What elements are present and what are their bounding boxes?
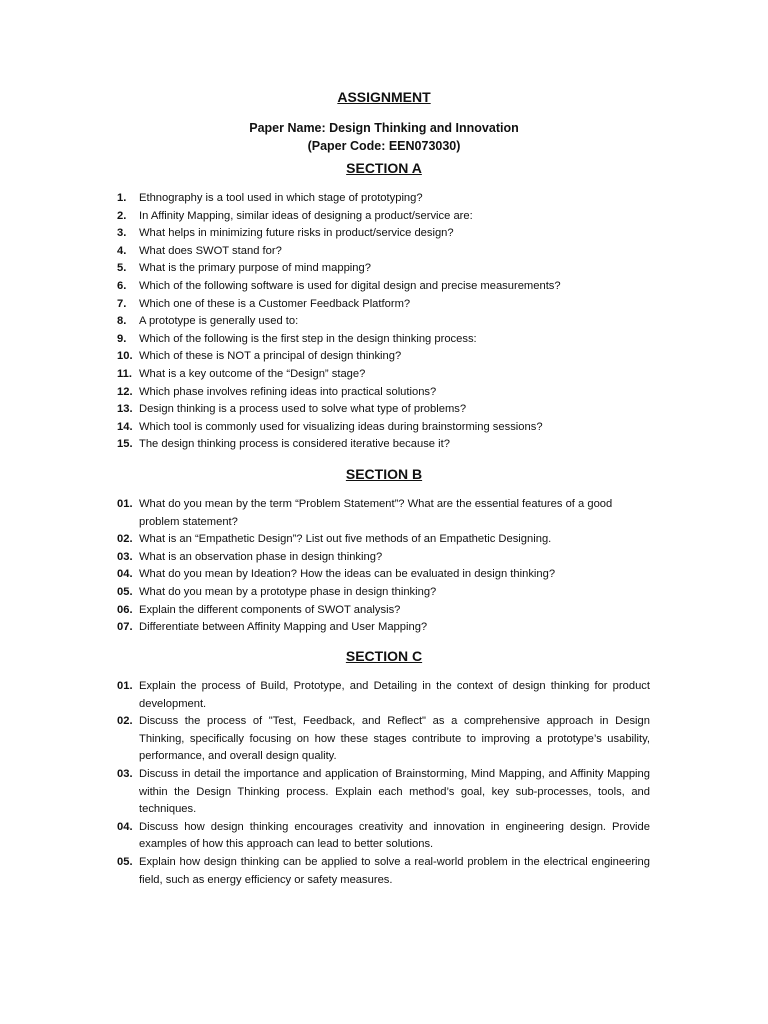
page-title: ASSIGNMENT <box>337 89 431 105</box>
section-b-questions <box>117 496 650 637</box>
question-number: 01. <box>117 680 133 692</box>
question-text: Explain how design thinking can be applied to solve a real-world problem in the electrical engineering field, such as energy efficiency or safety measures. <box>139 855 650 886</box>
list-item <box>117 260 650 278</box>
list-item <box>117 190 650 208</box>
question-number: 05. <box>117 585 133 598</box>
question-number: 10. <box>117 350 133 363</box>
list-item <box>117 296 650 314</box>
list-item <box>117 208 650 226</box>
question-number: 02. <box>117 715 133 728</box>
list-item <box>117 401 650 419</box>
question-number: 03. <box>117 767 133 780</box>
list-item <box>117 566 650 584</box>
question-text: Design thinking is a process used to solve what type of problems? <box>139 403 467 416</box>
question-number: 13. <box>117 403 133 416</box>
question-text: Differentiate between Affinity Mapping and User Mapping? <box>139 621 428 634</box>
question-number: 15. <box>117 438 133 451</box>
question-text: Discuss the process of "Test, Feedback, and Reflect" as a comprehensive approach in Design Thinking, specifically focusing on how these stages contribute to improving a prototype’s usability, performance, and overall design quality. <box>139 715 650 763</box>
question-number: 07. <box>117 621 133 634</box>
question-number: 12. <box>117 385 133 398</box>
list-item <box>117 496 650 531</box>
list-item <box>117 713 650 766</box>
list-item <box>117 419 650 437</box>
question-number: 5. <box>117 262 127 275</box>
list-item <box>117 819 650 854</box>
question-text: Which of the following software is used for digital design and precise measurements? <box>139 279 561 292</box>
list-item <box>117 766 650 819</box>
question-number: 6. <box>117 279 127 292</box>
list-item <box>117 678 650 713</box>
list-item <box>117 225 650 243</box>
question-text: What do you mean by Ideation? How the ideas can be evaluated in design thinking? <box>139 568 556 581</box>
list-item <box>117 313 650 331</box>
question-number: 05. <box>117 855 133 868</box>
list-item <box>117 366 650 384</box>
question-number: 1. <box>117 192 127 204</box>
question-number: 06. <box>117 603 133 616</box>
question-text: What do you mean by the term “Problem Statement”? What are the essential features of a good problem statement? <box>139 498 613 528</box>
question-text: What is a key outcome of the “Design” stage? <box>139 367 366 380</box>
list-item <box>117 602 650 620</box>
section-c-questions <box>117 678 650 889</box>
section-c-heading: SECTION C <box>345 648 423 664</box>
question-text: Which phase involves refining ideas into practical solutions? <box>139 385 437 398</box>
paper-code: (Paper Code: EEN073030) <box>307 139 461 153</box>
question-text: Discuss in detail the importance and application of Brainstorming, Mind Mapping, and Affinity Mapping within the Design Thinking process. Explain each method’s goal, key sub-processes, tools, and techniques. <box>139 767 650 816</box>
question-text: What is an “Empathetic Design”? List out five methods of an Empathetic Designing. <box>139 533 552 546</box>
question-number: 4. <box>117 244 127 257</box>
question-number: 3. <box>117 227 127 240</box>
question-text: The design thinking process is considered iterative because it? <box>139 438 450 451</box>
list-item <box>117 619 650 637</box>
question-number: 2. <box>117 209 127 222</box>
question-text: Which of the following is the first step in the design thinking process: <box>139 332 477 345</box>
list-item <box>117 854 650 889</box>
question-number: 8. <box>117 315 127 328</box>
question-text: What do you mean by a prototype phase in design thinking? <box>139 585 437 598</box>
question-text: What is an observation phase in design thinking? <box>139 550 383 563</box>
question-number: 01. <box>117 498 133 510</box>
question-number: 14. <box>117 420 133 433</box>
question-text: Which of these is NOT a principal of design thinking? <box>139 350 402 363</box>
question-number: 7. <box>117 297 127 310</box>
question-text: Explain the different components of SWOT analysis? <box>139 603 401 616</box>
list-item <box>117 331 650 349</box>
question-number: 02. <box>117 533 133 546</box>
question-text: Explain the process of Build, Prototype, and Detailing in the context of design thinking for product development. <box>139 680 650 710</box>
question-text: What is the primary purpose of mind mapping? <box>139 262 371 275</box>
list-item <box>117 531 650 549</box>
question-text: Which tool is commonly used for visualizing ideas during brainstorming sessions? <box>139 420 543 433</box>
question-number: 04. <box>117 568 133 581</box>
list-item <box>117 243 650 261</box>
list-item <box>117 348 650 366</box>
question-text: What helps in minimizing future risks in product/service design? <box>139 227 454 240</box>
list-item <box>117 436 650 454</box>
question-text: A prototype is generally used to: <box>139 315 299 328</box>
list-item <box>117 584 650 602</box>
question-text: Which one of these is a Customer Feedback Platform? <box>139 297 411 310</box>
question-number: 11. <box>117 367 132 380</box>
question-text: Discuss how design thinking encourages creativity and innovation in engineering design. Provide examples of how this approach can lead to better solutions. <box>139 820 650 851</box>
question-number: 9. <box>117 332 127 345</box>
section-a-questions <box>117 190 650 454</box>
list-item <box>117 549 650 567</box>
section-b-heading: SECTION B <box>345 466 423 482</box>
question-number: 04. <box>117 820 133 833</box>
section-a-heading: SECTION A <box>346 160 422 176</box>
list-item <box>117 278 650 296</box>
question-text: What does SWOT stand for? <box>139 244 282 257</box>
question-text: Ethnography is a tool used in which stage of prototyping? <box>139 192 423 204</box>
question-text: In Affinity Mapping, similar ideas of designing a product/service are: <box>139 209 473 222</box>
question-number: 03. <box>117 550 133 563</box>
paper-name: Paper Name: Design Thinking and Innovation <box>249 121 519 135</box>
list-item <box>117 384 650 402</box>
